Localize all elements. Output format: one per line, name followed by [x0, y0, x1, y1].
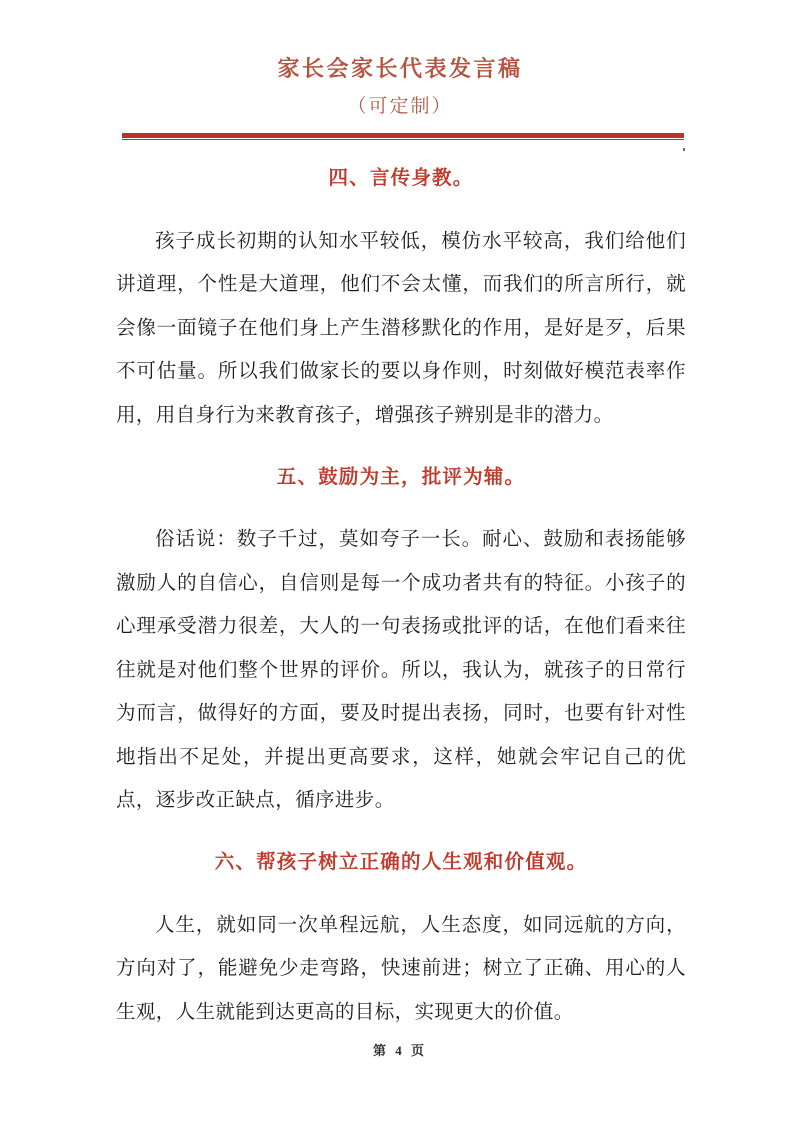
scan-speck-mark	[683, 148, 685, 151]
document-footer	[0, 1040, 800, 1060]
document-body	[116, 158, 686, 1054]
section-four-paragraph-1: 孩子成长初期的认知水平较低，模仿水平较高，我们给他们讲道理，个性是大道理，他们不会太懂，而我们的所言所行，就会像一面镜子在他们身上产生潜移默化的作用，是好是歹，后果不可估量。所以我们做家长的要以身作则，时刻做好模范表率作用，用自身行为来教育孩子，增强孩子辨别是非的潜力。	[116, 230, 686, 426]
section-six-paragraph-1: 人生，就如同一次单程远航，人生态度，如同远航的方向，方向对了，能避免少走弯路，快速前进；树立了正确、用心的人生观，人生就能到达更高的目标，实现更大的价值。	[116, 914, 686, 1023]
section-heading-five: 五、鼓励为主，批评为辅。	[276, 466, 526, 488]
section-five-paragraph-1: 俗话说：数子千过，莫如夸子一长。耐心、鼓励和表扬能够激励人的自信心，自信则是每一个成功者共有的特征。小孩子的心理承受潜力很差，大人的一句表扬或批评的话，在他们看来往往就是对他们整个世界的评价。所以，我认为，就孩子的日常行为而言，做得好的方面，要及时提出表扬，同时，也要有针对性地指出不足处，并提出更高要求，这样，她就会牢记自己的优点，逐步改正缺点，循序进步。	[116, 529, 686, 811]
section-heading-four: 四、言传身教。	[328, 168, 474, 189]
divider-thin-line	[122, 139, 684, 140]
header-divider	[122, 133, 684, 140]
page-subtitle: （可定制）	[347, 96, 453, 117]
page-number: 第 4 页	[372, 1043, 427, 1058]
section-heading-six: 六、帮孩子树立正确的人生观和价值观。	[214, 852, 588, 873]
document-header	[0, 0, 800, 120]
page-title: 家长会家长代表发言稿	[277, 56, 523, 81]
